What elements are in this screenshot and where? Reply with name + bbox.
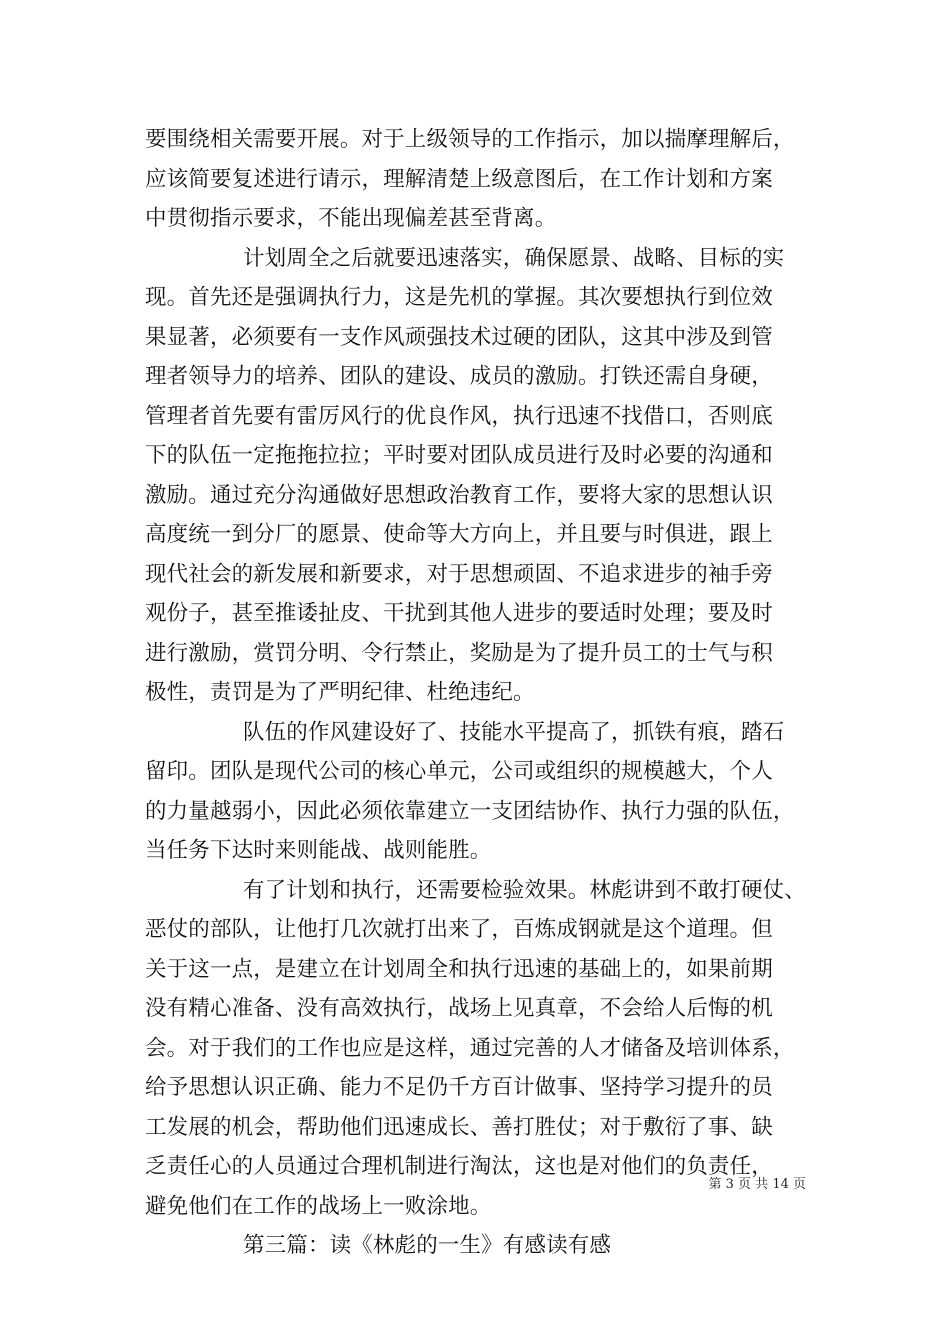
- text-line: 观份子，甚至推诿扯皮、干扰到其他人进步的要适时处理；要及时: [145, 601, 773, 626]
- text-line: 进行激励，赏罚分明、令行禁止，奖励是为了提升员工的士气与积: [145, 640, 773, 666]
- text-line: 管理者首先要有雷厉风行的优良作风，执行迅速不找借口，否则底: [145, 403, 773, 429]
- text-line: 留印。团队是现代公司的核心单元，公司或组织的规模越大，个人: [145, 759, 773, 784]
- text-line: 工发展的机会，帮助他们迅速成长、善打胜仗；对于敷衍了事、缺: [145, 1114, 773, 1140]
- text-line: 理者领导力的培养、团队的建设、成员的激励。打铁还需自身硬，: [145, 364, 773, 389]
- text-line: 果显著，必须要有一支作风顽强技术过硬的团队，这其中涉及到管: [145, 324, 773, 350]
- text-line: 应该简要复述进行请示，理解清楚上级意图后，在工作计划和方案: [145, 166, 773, 192]
- text-line: 下的队伍一定拖拖拉拉；平时要对团队成员进行及时必要的沟通和: [145, 443, 773, 468]
- text-line: 当任务下达时来则能战、战则能胜。: [145, 838, 492, 863]
- text-line: 避免他们在工作的战场上一败涂地。: [145, 1193, 492, 1219]
- text-line: 关于这一点，是建立在计划周全和执行迅速的基础上的，如果前期: [145, 956, 773, 982]
- text-line: 恶仗的部队，让他打几次就打出来了，百炼成钢就是这个道理。但: [145, 917, 773, 942]
- text-line: 中贯彻指示要求，不能出现偏差甚至背离。: [145, 206, 557, 231]
- text-line: 队伍的作风建设好了、技能水平提高了，抓铁有痕，踏石: [243, 719, 785, 745]
- document-body: [145, 120, 835, 1266]
- text-line: 激励。通过充分沟通做好思想政治教育工作，要将大家的思想认识: [145, 482, 773, 508]
- text-line: 第三篇：读《林彪的一生》有感读有感: [243, 1233, 612, 1258]
- text-line: 没有精心准备、没有高效执行，战场上见真章，不会给人后悔的机: [145, 996, 773, 1021]
- text-line: 要围绕相关需要开展。对于上级领导的工作指示，加以揣摩理解后，: [145, 127, 795, 152]
- text-line: 计划周全之后就要迅速落实，确保愿景、战略、目标的实: [243, 245, 785, 271]
- text-line: 现代社会的新发展和新要求，对于思想顽固、不追求进步的袖手旁: [145, 561, 773, 587]
- page-number-footer: 第 3 页 共 14 页: [708, 1177, 806, 1192]
- text-line: 有了计划和执行，还需要检验效果。林彪讲到不敢打硬仗、: [243, 877, 806, 903]
- text-line: 极性，责罚是为了严明纪律、杜绝违纪。: [145, 680, 535, 705]
- text-line: 高度统一到分厂的愿景、使命等大方向上，并且要与时俱进，跟上: [145, 522, 773, 547]
- text-line: 乏责任心的人员通过合理机制进行淘汰，这也是对他们的负责任，: [145, 1154, 773, 1179]
- text-line: 的力量越弱小，因此必须依靠建立一支团结协作、执行力强的队伍，: [145, 798, 795, 824]
- text-line: 会。对于我们的工作也应是这样，通过完善的人才储备及培训体系，: [145, 1035, 795, 1061]
- text-line: 给予思想认识正确、能力不足仍千方百计做事、坚持学习提升的员: [145, 1075, 773, 1100]
- text-line: 现。首先还是强调执行力，这是先机的掌握。其次要想执行到位效: [145, 285, 773, 310]
